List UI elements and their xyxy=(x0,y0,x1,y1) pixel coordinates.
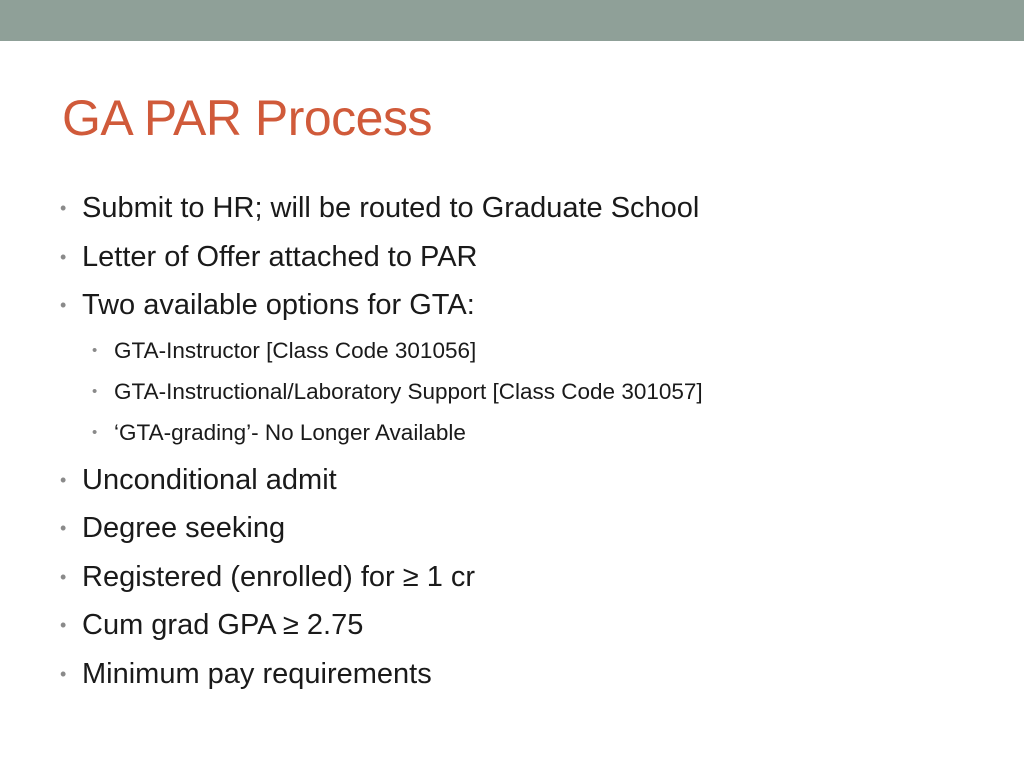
top-accent-bar xyxy=(0,0,1024,41)
sub-bullet-item xyxy=(58,330,998,371)
bullet-item xyxy=(58,553,998,602)
bullet-item xyxy=(58,184,998,233)
sub-bullet-item xyxy=(58,371,998,412)
bullet-list xyxy=(58,184,998,698)
bullet-item xyxy=(58,233,998,282)
bullet-text: Registered (enrolled) for ≥ 1 cr xyxy=(82,560,476,593)
bullet-item xyxy=(58,504,998,553)
sub-bullet-text: GTA-Instructor [Class Code 301056] xyxy=(114,337,477,363)
bullet-text: Submit to HR; will be routed to Graduate School xyxy=(82,192,700,224)
bullet-item xyxy=(58,650,998,699)
bullet-icon: • xyxy=(60,295,67,315)
bullet-item xyxy=(58,281,998,330)
sub-bullet-icon: • xyxy=(92,423,98,441)
slide-title: GA PAR Process xyxy=(62,90,432,146)
sub-bullet-icon: • xyxy=(92,382,98,400)
bullet-icon: • xyxy=(60,469,67,490)
bullet-icon: • xyxy=(60,663,67,684)
sub-bullet-text: ‘GTA-grading’- No Longer Available xyxy=(114,419,466,445)
sub-bullet-item xyxy=(58,412,998,453)
bullet-text: Two available options for GTA: xyxy=(82,289,475,321)
sub-bullet-text: GTA-Instructional/Laboratory Support [Class Code 301057] xyxy=(114,378,703,404)
bullet-item xyxy=(58,601,998,650)
bullet-icon: • xyxy=(60,566,67,587)
bullet-icon: • xyxy=(60,246,67,267)
bullet-text: Cum grad GPA ≥ 2.75 xyxy=(82,609,364,641)
bullet-item xyxy=(58,456,998,505)
bullet-text: Minimum pay requirements xyxy=(82,657,432,690)
bullet-icon: • xyxy=(60,615,67,635)
bullet-icon: • xyxy=(60,518,67,538)
sub-bullet-icon: • xyxy=(92,341,98,359)
bullet-icon: • xyxy=(60,198,67,218)
bullet-text: Unconditional admit xyxy=(82,463,337,496)
bullet-text: Degree seeking xyxy=(82,512,286,544)
bullet-text: Letter of Offer attached to PAR xyxy=(82,240,478,273)
